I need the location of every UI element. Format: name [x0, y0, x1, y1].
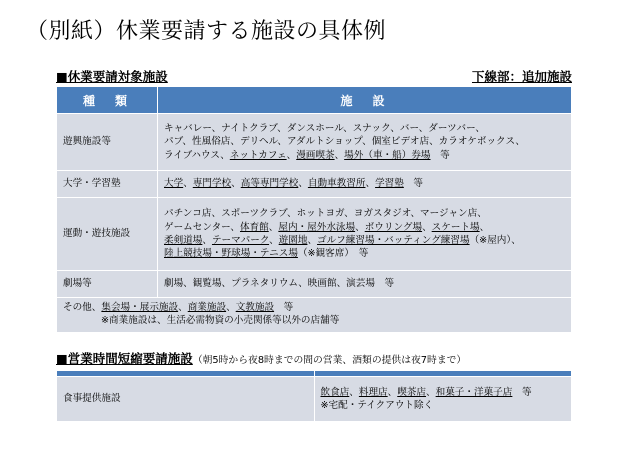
- facility-text: （※屋内）、: [469, 235, 521, 246]
- added-facility-text: 体育館: [239, 221, 269, 233]
- underline-legend-note: 下線部：追加施設: [471, 69, 572, 84]
- facility-text: 、: [269, 235, 279, 246]
- facility-text: 、: [422, 221, 432, 233]
- table-row: [57, 198, 572, 271]
- facility-text: 、: [202, 235, 212, 246]
- section2-heading: ■営業時間短縮要請施設: [56, 351, 193, 366]
- added-facility-text: 和菓子・洋菓子店: [435, 386, 513, 398]
- facility-text: 、: [426, 386, 436, 398]
- facility-text: 、: [183, 178, 193, 190]
- facility-line: [164, 234, 565, 247]
- added-facility-text: 漫画喫茶: [296, 149, 335, 161]
- row-facilities: [158, 271, 572, 298]
- section1-heading: ■休業要請対象施設: [56, 69, 168, 84]
- facility-text: 、: [365, 178, 376, 190]
- facility-text: 等: [430, 149, 450, 161]
- added-facility-text: 場外（車・船）券場: [344, 149, 431, 161]
- facility-text: 、: [226, 302, 236, 313]
- facility-line: [164, 135, 565, 148]
- facility-text: 、: [286, 149, 297, 161]
- row-category: 大学・学習塾: [57, 171, 158, 198]
- facility-line: [321, 399, 566, 412]
- added-facility-text: 柔剣道場: [164, 235, 203, 246]
- facility-line: [164, 207, 565, 220]
- shortened-hours-table: [56, 370, 572, 422]
- table-header-row: [57, 87, 572, 114]
- facility-text: パチンコ店、スポーツクラブ、ホットヨガ、ヨガスタジオ、マージャン店、: [164, 208, 487, 220]
- added-facility-text: ネットカフェ: [229, 149, 287, 161]
- facility-text: 、: [178, 302, 188, 313]
- facility-line: [164, 247, 565, 260]
- added-facility-text: 飲食店: [320, 386, 350, 398]
- table-row: [57, 271, 572, 298]
- facility-text: 、: [231, 178, 241, 190]
- facility-text: 等: [512, 386, 532, 398]
- column-header-facility: 施 設: [158, 87, 572, 114]
- added-facility-text: 遊園地: [278, 235, 308, 246]
- facility-text: パブ、性風俗店、デリヘル、アダルトショップ、個室ビデオ店、カラオケボックス、: [164, 136, 526, 148]
- other-facilities-cell: [57, 298, 572, 333]
- row-category: 食事提供施設: [57, 377, 315, 422]
- business-hours-condition: （朝5時から夜8時までの間の営業、酒類の提供は夜7時まで）: [192, 355, 467, 366]
- added-facility-text: ゴルフ練習場・バッティング練習場: [317, 235, 470, 246]
- facility-text: 、: [479, 221, 490, 233]
- facility-line: [164, 221, 565, 234]
- facility-line: [164, 149, 565, 162]
- facility-text: 、: [268, 221, 279, 233]
- facility-line: [321, 386, 566, 399]
- section1-header: [56, 67, 572, 85]
- added-facility-text: 屋内・屋外水泳場: [278, 221, 356, 233]
- page-title: （別紙）休業要請する施設の具体例: [26, 19, 387, 44]
- table-row-other: [57, 298, 572, 333]
- row-facilities: [158, 114, 572, 171]
- column-header-type: 種 類: [57, 87, 158, 114]
- row-facilities: [158, 198, 572, 271]
- table-row: [57, 114, 572, 171]
- other-facilities-line: [63, 301, 565, 314]
- row-category: 運動・遊技施設: [57, 198, 158, 271]
- added-facility-text: スケート場: [431, 221, 480, 233]
- facility-text: ※宅配・テイクアウト除く: [320, 400, 434, 411]
- facility-text: 、: [355, 221, 365, 233]
- added-facility-text: 文教施設: [235, 302, 275, 313]
- added-facility-text: 集会場・展示施設: [101, 302, 179, 313]
- row-facilities: [158, 171, 572, 198]
- facility-text: 等: [274, 302, 294, 313]
- facility-line: [164, 177, 565, 190]
- facility-text: キャバレー、ナイトクラブ、ダンスホール、スナック、バー、ダーツバー、: [164, 122, 485, 134]
- facility-text: （※観客席） 等: [297, 248, 369, 260]
- table-row: [57, 171, 572, 198]
- added-facility-text: ボウリング場: [364, 221, 423, 233]
- facility-text: 、: [334, 149, 345, 161]
- row-category: 劇場等: [57, 271, 158, 298]
- added-facility-text: テーマパーク: [211, 235, 270, 246]
- row-facilities: [314, 377, 572, 422]
- section2-header: [56, 349, 466, 367]
- added-facility-text: 専門学校: [192, 178, 232, 190]
- facility-text: 、: [349, 386, 359, 398]
- table-row: [57, 377, 572, 422]
- facility-text: その他、: [63, 302, 102, 313]
- commercial-facility-note: ※商業施設は、生活必需物資の小売関係等以外の店舗等: [101, 315, 340, 327]
- closure-request-table: [56, 86, 572, 333]
- added-facility-text: 大学: [164, 178, 184, 190]
- facility-text: 劇場、観覧場、プラネタリウム、映画館、演芸場 等: [164, 278, 395, 290]
- added-facility-text: 料理店: [358, 386, 388, 398]
- facility-text: 等: [403, 178, 424, 190]
- added-facility-text: 自動車教習所: [307, 178, 366, 190]
- added-facility-text: 高等専門学校: [240, 178, 299, 190]
- added-facility-text: 喫茶店: [397, 386, 427, 398]
- facility-text: 、: [298, 178, 308, 190]
- facility-text: ゲームセンター、: [164, 221, 240, 233]
- added-facility-text: 商業施設: [187, 302, 227, 313]
- facility-text: ライブハウス、: [164, 149, 230, 161]
- facility-text: 、: [307, 235, 318, 246]
- facility-line: [164, 277, 565, 290]
- facility-line: [164, 122, 565, 135]
- added-facility-text: 陸上競技場・野球場・テニス場: [164, 248, 298, 260]
- facility-text: 、: [387, 386, 398, 398]
- row-category: 遊興施設等: [57, 114, 158, 171]
- added-facility-text: 学習塾: [375, 178, 404, 190]
